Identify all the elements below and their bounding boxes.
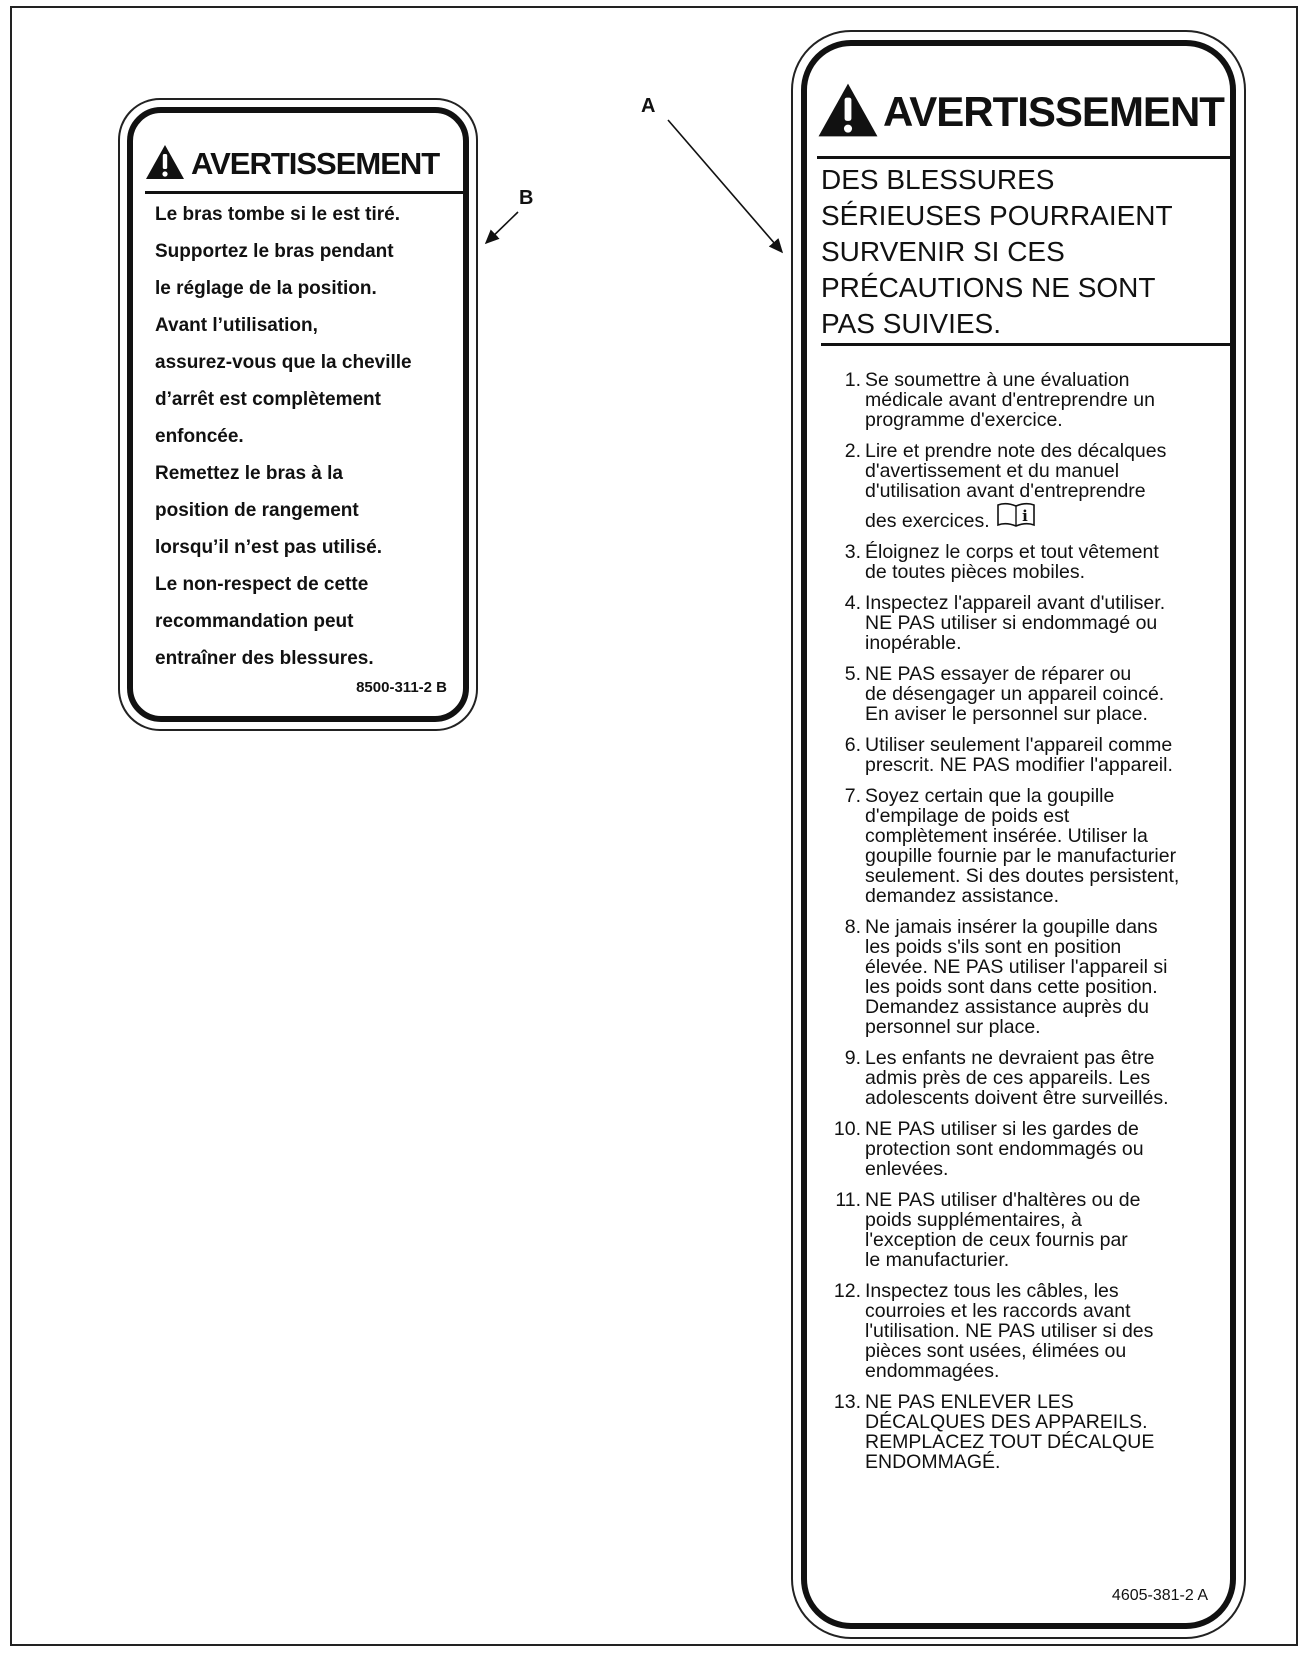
decal-a-header <box>817 68 1230 159</box>
list-item <box>823 664 1224 724</box>
decal-b-line: Supportez le bras pendant <box>155 241 394 262</box>
decal-b-border <box>127 107 469 722</box>
decal-a-subtitle-line: PAS SUIVIES. <box>821 308 1001 339</box>
decal-a-subtitle-line: SÉRIEUSES POURRAIENT <box>821 200 1173 231</box>
list-item-text: Éloignez le corps et tout vêtement de toutes pièces mobiles. <box>865 541 1159 583</box>
list-item <box>823 370 1224 430</box>
callout-label-b: B <box>519 187 534 209</box>
list-item-text: NE PAS utiliser d'haltères ou de poids supplémentaires, à l'exception de ceux fournis par le manufacturier. <box>865 1189 1141 1271</box>
decal-b-line: recommandation peut <box>155 611 354 632</box>
manual-book-icon <box>996 501 1036 531</box>
decal-a-subtitle <box>821 162 1230 346</box>
list-item-number: 5. <box>844 663 861 685</box>
list-item <box>823 1281 1224 1381</box>
list-item <box>823 1392 1224 1472</box>
list-item-number: 9. <box>844 1047 861 1069</box>
list-item-number: 2. <box>844 440 861 462</box>
list-item-text: Se soumettre à une évaluation médicale avant d'entreprendre un programme d'exercice. <box>865 369 1155 431</box>
decal-b-line: Remettez le bras à la <box>155 463 343 484</box>
decal-b-line: enfoncée. <box>155 426 244 447</box>
list-item-text: Soyez certain que la goupille d'empilage de poids est complètement insérée. Utiliser la goupille fournie par le manufacturier seulement. Si des doutes persistent, demandez assistance. <box>865 785 1180 907</box>
arrow-b <box>486 212 518 243</box>
list-item-text: Inspectez tous les câbles, les courroies et les raccords avant l'utilisation. NE PAS utiliser si des pièces sont usées, élimées ou endommagées. <box>865 1280 1154 1382</box>
svg-text:i: i <box>1021 507 1028 525</box>
list-item-number: 12. <box>833 1280 861 1302</box>
decal-b <box>118 98 478 731</box>
list-item-text: Ne jamais insérer la goupille dans les poids s'ils sont en position élevée. NE PAS utiliser l'appareil si les poids sont dans cette position. Demandez assistance auprès du personnel sur place. <box>865 916 1168 1038</box>
decal-a-subtitle-line: SURVENIR SI CES <box>821 236 1065 267</box>
decal-b-code: 8500-311-2 B <box>356 679 447 696</box>
decal-a-list <box>823 370 1224 1483</box>
arrow-a <box>668 120 782 252</box>
decal-a-border <box>801 40 1236 1629</box>
decal-b-line: le réglage de la position. <box>155 278 377 299</box>
list-item <box>823 786 1224 906</box>
list-item-number: 3. <box>844 541 861 563</box>
decal-b-text <box>155 196 455 677</box>
decal-a-title: AVERTISSEMENT <box>883 88 1224 135</box>
list-item-number: 11. <box>835 1189 861 1211</box>
decal-a-subtitle-line: PRÉCAUTIONS NE SONT <box>821 272 1156 303</box>
decal-a-subtitle-line: DES BLESSURES <box>821 164 1055 195</box>
decal-b-title: AVERTISSEMENT <box>191 146 440 181</box>
decal-a-code: 4605-381-2 A <box>1111 1587 1208 1604</box>
list-item-text: NE PAS ENLEVER LES DÉCALQUES DES APPAREILS. REMPLACEZ TOUT DÉCALQUE ENDOMMAGÉ. <box>865 1391 1155 1473</box>
decal-b-line: Le non-respect de cette <box>155 574 369 595</box>
list-item <box>823 1048 1224 1108</box>
decal-b-line: position de rangement <box>155 500 359 521</box>
list-item <box>823 441 1224 531</box>
list-item <box>823 542 1224 582</box>
list-item-number: 10. <box>833 1118 861 1140</box>
list-item-number: 1. <box>844 369 861 391</box>
list-item <box>823 1190 1224 1270</box>
list-item-number: 6. <box>844 734 861 756</box>
decal-b-line: entraîner des blessures. <box>155 648 374 669</box>
list-item <box>823 735 1224 775</box>
list-item-text: Les enfants ne devraient pas être admis près de ces appareils. Les adolescents doivent être surveillés. <box>865 1047 1169 1109</box>
list-item-text: Lire et prendre note des décalques d'avertissement et du manuel d'utilisation avant d'entreprendre des exercices. <box>865 440 1167 532</box>
list-item <box>823 917 1224 1037</box>
list-item-text: Utiliser seulement l'appareil comme prescrit. NE PAS modifier l'appareil. <box>865 734 1173 776</box>
list-item-number: 13. <box>833 1391 861 1413</box>
list-item-text: NE PAS essayer de réparer ou de désengager un appareil coincé. En aviser le personnel sur place. <box>865 663 1165 725</box>
decal-b-line: Avant l’utilisation, <box>155 315 318 336</box>
list-item <box>823 1119 1224 1179</box>
decal-b-line: Le bras tombe si le est tiré. <box>155 204 400 225</box>
list-item-number: 7. <box>844 785 861 807</box>
decal-b-line: assurez-vous que la cheville <box>155 352 412 373</box>
list-item-text: Inspectez l'appareil avant d'utiliser. NE PAS utiliser si endommagé ou inopérable. <box>865 592 1166 654</box>
warning-triangle-icon <box>817 82 879 143</box>
list-item-text: NE PAS utiliser si les gardes de protection sont endommagés ou enlevées. <box>865 1118 1144 1180</box>
decal-b-line: lorsqu’il n’est pas utilisé. <box>155 537 382 558</box>
list-item-number: 4. <box>844 592 861 614</box>
decal-b-line: d’arrêt est complètement <box>155 389 381 410</box>
callout-label-a: A <box>641 95 656 117</box>
list-item <box>823 593 1224 653</box>
decal-b-header <box>145 137 463 194</box>
list-item-number: 8. <box>844 916 861 938</box>
decal-a <box>791 30 1246 1639</box>
warning-triangle-icon <box>145 144 185 185</box>
